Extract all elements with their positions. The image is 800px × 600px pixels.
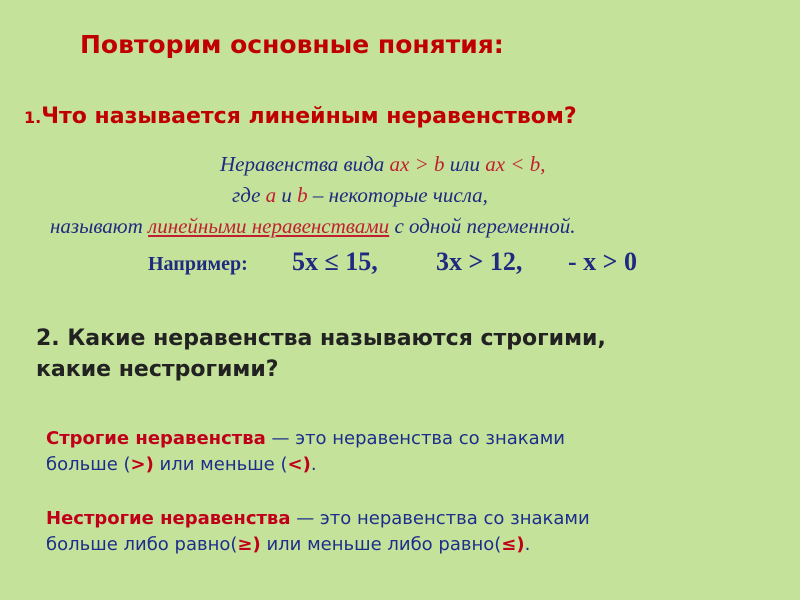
strict-text: или меньше ( xyxy=(153,454,288,475)
def-text: где xyxy=(232,183,266,207)
strict-term: Строгие неравенства xyxy=(46,428,266,449)
def-var: a xyxy=(265,183,277,207)
def-text: – некоторые числа, xyxy=(307,183,488,207)
nonstrict-text: или меньше либо равно( xyxy=(260,534,502,555)
nonstrict-text: . xyxy=(524,534,531,555)
def-text: с одной переменной. xyxy=(389,214,576,238)
nonstrict-text: — это неравенства со знаками xyxy=(290,508,590,529)
question-1-text: Что называется линейным неравенством? xyxy=(41,104,577,129)
greater-equal-sign: ≥) xyxy=(237,534,261,555)
greater-sign: >) xyxy=(130,454,154,475)
strict-text: . xyxy=(310,454,317,475)
nonstrict-line-1 xyxy=(46,508,590,529)
question-1-number: 1. xyxy=(24,108,42,127)
less-equal-sign: ≤) xyxy=(501,534,525,555)
nonstrict-text: больше либо равно( xyxy=(46,534,238,555)
def-text: или xyxy=(444,152,486,176)
less-sign: <) xyxy=(287,454,311,475)
example-3: - x > 0 xyxy=(568,247,637,276)
definition-line-2 xyxy=(232,183,488,208)
def-formula: ax < b, xyxy=(485,152,546,176)
nonstrict-term: Нестрогие неравенства xyxy=(46,508,291,529)
definition-line-3 xyxy=(50,214,575,239)
example-2: 3x > 12, xyxy=(436,247,523,276)
def-text: Неравенства вида xyxy=(220,152,390,176)
example-1: 5x ≤ 15, xyxy=(292,247,378,276)
definition-line-1 xyxy=(220,152,545,177)
question-2-line-1: 2. Какие неравенства называются строгими, xyxy=(36,326,606,351)
def-text: и xyxy=(276,183,298,207)
strict-line-2 xyxy=(46,454,317,475)
strict-text: — это неравенства со знаками xyxy=(265,428,565,449)
def-var: b xyxy=(297,183,308,207)
question-2-line-2: какие нестрогими? xyxy=(36,357,279,382)
strict-line-1 xyxy=(46,428,565,449)
def-text: называют xyxy=(50,214,149,238)
slide-title: Повторим основные понятия: xyxy=(80,30,504,59)
def-formula: ax > b xyxy=(389,152,445,176)
example-label: Например: xyxy=(148,253,248,275)
nonstrict-line-2 xyxy=(46,534,530,555)
question-1 xyxy=(24,104,577,129)
strict-text: больше ( xyxy=(46,454,131,475)
def-term: линейными неравенствами xyxy=(148,214,390,238)
